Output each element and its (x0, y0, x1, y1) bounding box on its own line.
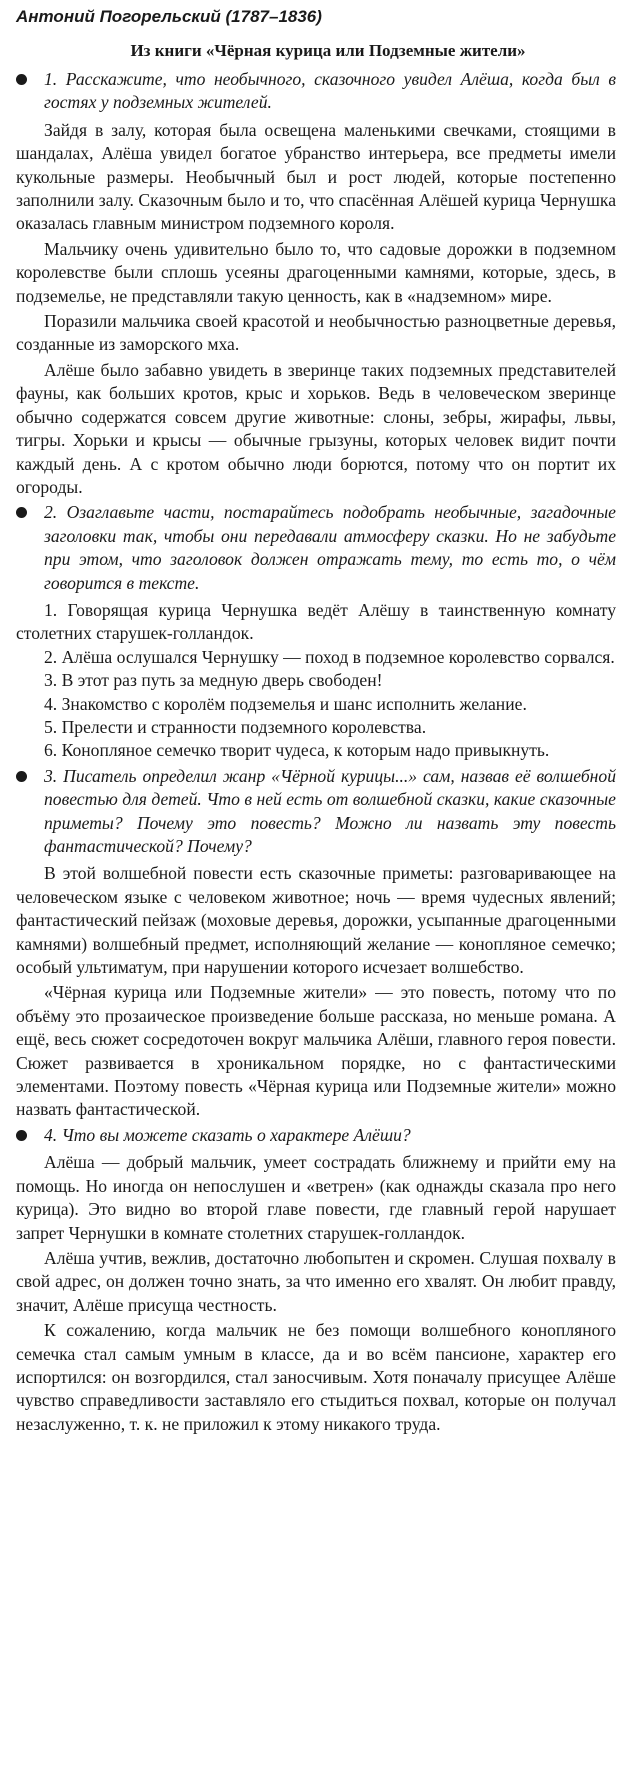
question-2 (16, 501, 616, 595)
title-list-item: 2. Алёша ослушался Чернушку — поход в подземное королевство сорвался. (44, 646, 615, 667)
question-2-text: 2. Озаглавьте части, постарайтесь подобрать необычные, загадочные заголовки так, чтобы они передавали атмосферу сказки. Но не забудьте при этом, что заголовок должен отражать тему, то есть то, о чём говорится в тексте. (44, 502, 616, 593)
author-heading: Антоний Погорельский (1787–1836) (16, 7, 322, 26)
title-list-item: 5. Прелести и странности подземного королевства. (44, 716, 427, 737)
title-list-item: 1. Говорящая курица Чернушка ведёт Алёшу в таинственную комнату столетних старушек-голландок. (16, 599, 616, 644)
section-title: Из книги «Чёрная курица или Подземные жители» (130, 41, 526, 60)
answer-paragraph: В этой волшебной повести есть сказочные приметы: разговаривающее на человеческом языке с человеком животное; ночь — время чудесных явлений; фантастический пейзаж (моховые деревья, дорожки, усыпанные драгоценными камнями) волшебный предмет, исполняющий желание — конопляное семечко; особый ультиматум, при нарушении которого исчезает волшебство. (16, 863, 616, 978)
answer-paragraph: Алёше было забавно увидеть в зверинце таких подземных представителей фауны, как больших кротов, крыс и хорьков. Ведь в человеческом зверинце обычно содержатся совсем другие животные: слоны, зебры, жирафы, львы, тигры. Хорьки и крысы — обычные грызуны, которых человек видит почти каждый день. А с кротом обычно люди борются, потому что он портит их огороды. (16, 359, 616, 497)
bullet-icon (16, 1130, 27, 1141)
question-3-text: 3. Писатель определил жанр «Чёрной курицы...» сам, назвав её волшебной повестью для детей. Что в ней есть от волшебной сказки, какие сказочные приметы? Почему это повесть? Можно ли назвать эту повесть фантастической? Почему? (44, 765, 616, 856)
question-1 (16, 68, 616, 115)
question-4-text: 4. Что вы можете сказать о характере Алёши? (44, 1124, 411, 1145)
answer-paragraph: Алёша — добрый мальчик, умеет сострадать ближнему и прийти ему на помощь. Но иногда он непослушен и «ветрен» (как однажды сказала про него курица). Это видно во второй главе повести, где главный герой нарушает запрет Чернушки в комнате столетних старушек-голландок. (16, 1152, 616, 1243)
title-list-item: 3. В этот раз путь за медную дверь свободен! (44, 670, 383, 691)
textbook-page (16, 4, 616, 1438)
question-3 (16, 765, 616, 859)
bullet-icon (16, 507, 27, 518)
question-1-text: 1. Расскажите, что необычного, сказочного увидел Алёша, когда был в гостях у подземных жителей. (44, 69, 616, 113)
question-4 (16, 1124, 616, 1147)
title-list-item: 6. Конопляное семечко творит чудеса, к которым надо привыкнуть. (44, 740, 550, 761)
title-list-item: 4. Знакомство с королём подземелья и шанс исполнить желание. (44, 693, 527, 714)
answer-paragraph: Мальчику очень удивительно было то, что садовые дорожки в подземном королевстве были сплошь усеяны драгоценными камнями, которые, здесь, в подземелье, не представляли такую ценность, как в «надземном» мире. (16, 238, 616, 306)
bullet-icon (16, 74, 27, 85)
answer-paragraph: Зайдя в залу, которая была освещена маленькими свечками, стоящими в шандалах, Алёша увидел богатое убранство интерьера, все предметы имели кукольные размеры. Необычный был и рост людей, которые постепенно заполнили залу. Сказочным было и то, что спасённая Алёшей курица Чернушка оказалась главным министром подземного короля. (16, 119, 616, 234)
answer-paragraph: К сожалению, когда мальчик не без помощи волшебного конопляного семечка стал самым умным в классе, да и во всём пансионе, характер его испортился: он возгордился, стал заносчивым. Хотя поначалу присущее Алёше чувство справедливости заставляло его стыдиться похвал, которые он получал незаслуженно, т. к. не приложил к этому никакого труда. (16, 1320, 616, 1434)
answer-paragraph: «Чёрная курица или Подземные жители» — это повесть, потому что по объёму это прозаическое произведение больше рассказа, но меньше романа. А ещё, весь сюжет сосредоточен вокруг мальчика Алёши, главного героя повести. Сюжет развивается в хроникальном порядке, но с фантастическими элементами. Поэтому повесть «Чёрная курица или Подземные жители» можно назвать фантастической. (16, 982, 616, 1120)
answer-paragraph: Алёша учтив, вежлив, достаточно любопытен и скромен. Слушая похвалу в свой адрес, он должен точно знать, за что именно его хвалят. Он любит правду, значит, Алёше присуща честность. (16, 1247, 616, 1315)
bullet-icon (16, 771, 27, 782)
answer-paragraph: Поразили мальчика своей красотой и необычностью разноцветные деревья, созданные из заморского мха. (16, 311, 616, 355)
